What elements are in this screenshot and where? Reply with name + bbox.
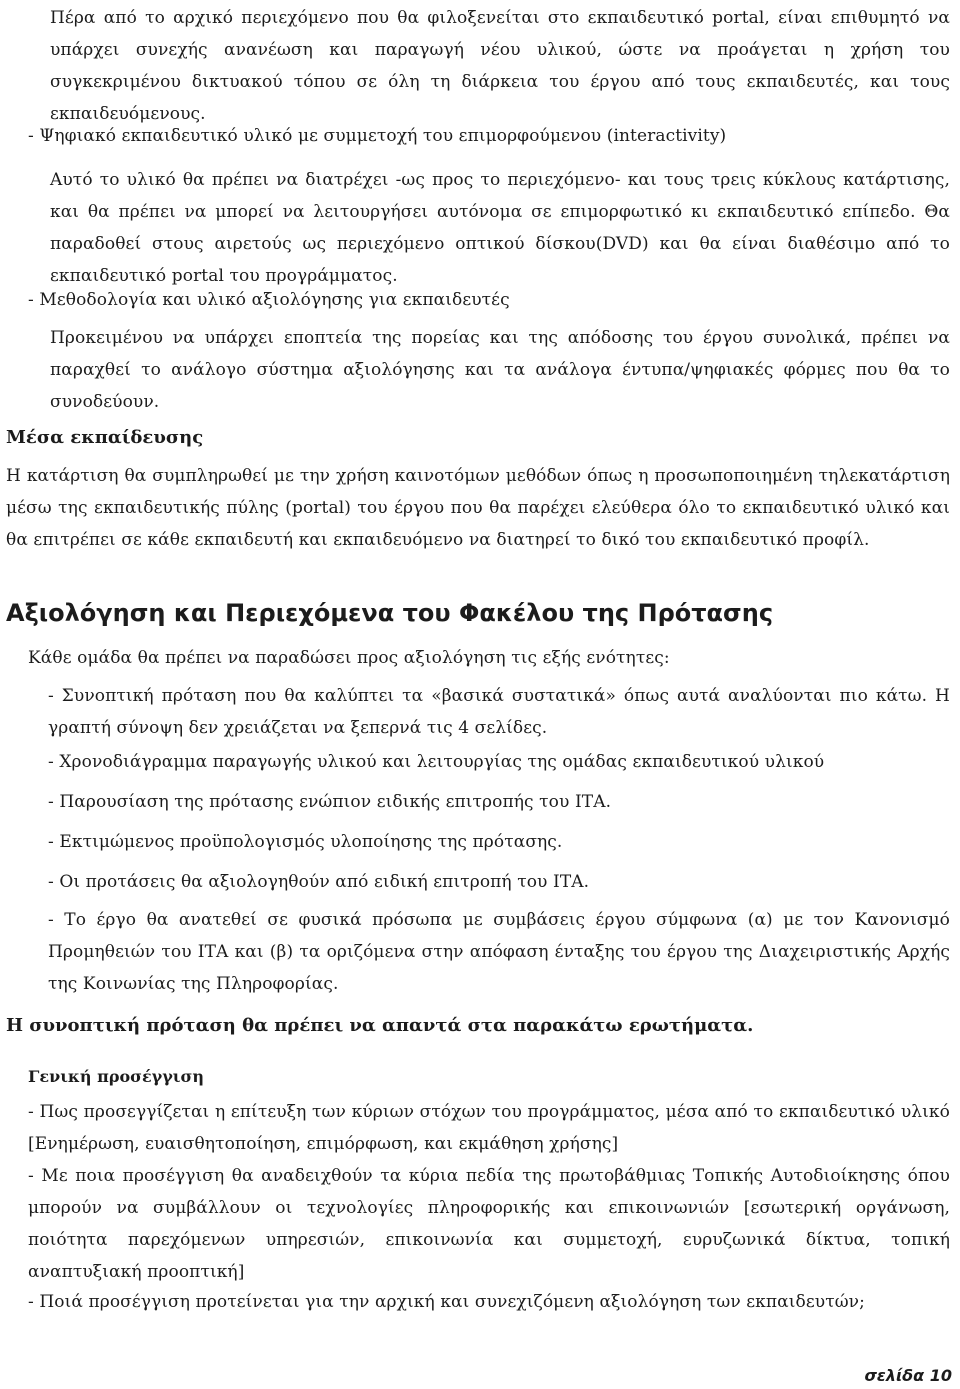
general-approach-subheading: Γενική προσέγγιση (28, 1067, 204, 1086)
summary-question-item: - Ποιά προσέγγιση προτείνεται για την αρχική και συνεχιζόμενη αξιολόγηση των εκπαιδευτών; (28, 1292, 865, 1312)
evaluation-list-item: - Συνοπτική πρόταση που θα καλύπτει τα «βασικά συστατικά» όπως αυτά αναλύονται πιο κάτω. Η γραπτή σύνοψη δεν χρειάζεται να ξεπερνά τις 4 σελίδες. (48, 686, 950, 738)
page-number: σελίδα 10 (864, 1366, 952, 1385)
training-means-heading: Μέσα εκπαίδευσης (6, 427, 204, 448)
interactive-material-heading: - Ψηφιακό εκπαιδευτικό υλικό με συμμετοχή του επιμορφούμενου (interactivity) (28, 126, 727, 146)
evaluation-list-item: - Οι προτάσεις θα αξιολογηθούν από ειδική επιτροπή του ΙΤΑ. (48, 872, 590, 892)
training-means-paragraph: Η κατάρτιση θα συμπληρωθεί με την χρήση καινοτόμων μεθόδων όπως η προσωποποιημένη τηλεκατάρτιση μέσω της εκπαιδευτικής πύλης (portal) του έργου που θα παρέχει ελεύθερα όλο το εκπαιδευτικό υλικό και θα επιτρέπει σε κάθε εκπαιδευτή και εκπαιδευόμενο να διατηρεί το δικό του εκπαιδευτικό προφίλ. (6, 466, 950, 550)
evaluation-list-item: - Το έργο θα ανατεθεί σε φυσικά πρόσωπα με συμβάσεις έργου σύμφωνα (α) με τον Κανονισμό Προμηθειών του ΙΤΑ και (β) τα οριζόμενα στην απόφαση ένταξης του έργου της Διαχειριστικής Αρχής της Κοινωνίας της Πληροφορίας. (48, 910, 950, 994)
evaluation-section-heading: Αξιολόγηση και Περιεχόμενα του Φακέλου της Πρότασης (6, 599, 774, 627)
summary-question-item: - Με ποια προσέγγιση θα αναδειχθούν τα κύρια πεδία της πρωτοβάθμιας Τοπικής Αυτοδιοίκησης όπου μπορούν να συμβάλλουν οι τεχνολογίες πληροφορικής και επικοινωνιών [εσωτερική οργάνωση, ποιότητα παρεχόμενων υπηρεσιών, επικοινωνία και συμμετοχή, ευρυζωνικά δίκτυα, τοπική αναπτυξιακή προοπτική] (28, 1166, 950, 1282)
evaluation-list-item: - Χρονοδιάγραμμα παραγωγής υλικού και λειτουργίας της ομάδας εκπαιδευτικού υλικού (48, 752, 825, 772)
interactive-material-paragraph: Αυτό το υλικό θα πρέπει να διατρέχει -ως προς το περιεχόμενο- και τους τρεις κύκλους κατάρτισης, και θα πρέπει να μπορεί να λειτουργήσει αυτόνομα σε επιμορφωτικό κι εκπαιδευτικό επίπεδο. Θα παραδοθεί στους αιρετούς ως περιεχόμενο οπτικού δίσκου(DVD) και θα είναι διαθέσιμο από το εκπαιδευτικό portal του προγράμματος. (50, 170, 950, 286)
evaluation-list-item: - Παρουσίαση της πρότασης ενώπιον ειδικής επιτροπής του ΙΤΑ. (48, 792, 612, 812)
evaluation-method-paragraph: Προκειμένου να υπάρχει εποπτεία της πορείας και της απόδοσης του έργου συνολικά, πρέπει να παραχθεί το ανάλογο σύστημα αξιολόγησης και τα ανάλογα έντυπα/ψηφιακές φόρμες που θα το συνοδεύουν. (50, 328, 950, 412)
evaluation-list-item: - Εκτιμώμενος προϋπολογισμός υλοποίησης της πρότασης. (48, 832, 563, 852)
evaluation-method-heading: - Μεθοδολογία και υλικό αξιολόγησης για εκπαιδευτές (28, 290, 510, 310)
evaluation-section-intro: Κάθε ομάδα θα πρέπει να παραδώσει προς αξιολόγηση τις εξής ενότητες: (28, 648, 670, 668)
summary-question-item: - Πως προσεγγίζεται η επίτευξη των κύριων στόχων του προγράμματος, μέσα από το εκπαιδευτικό υλικό [Ενημέρωση, ευαισθητοποίηση, επιμόρφωση, και εκμάθηση χρήσης] (28, 1102, 950, 1154)
summary-questions-heading: Η συνοπτική πρόταση θα πρέπει να απαντά στα παρακάτω ερωτήματα. (6, 1015, 754, 1036)
intro-paragraph: Πέρα από το αρχικό περιεχόμενο που θα φιλοξενείται στο εκπαιδευτικό portal, είναι επιθυμητό να υπάρχει συνεχής ανανέωση και παραγωγή νέου υλικού, ώστε να προάγεται η χρήση του συγκεκριμένου δικτυακού τόπου σε όλη τη διάρκεια του έργου από τους εκπαιδευτές, και τους εκπαιδευόμενους. (50, 8, 950, 124)
